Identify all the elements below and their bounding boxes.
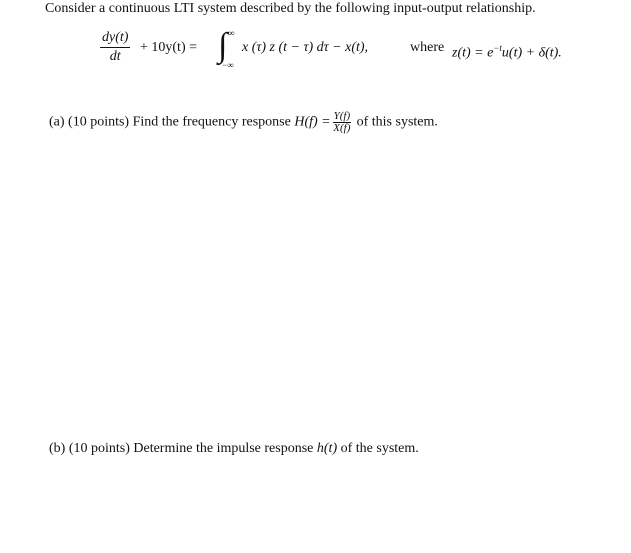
z-definition xyxy=(452,39,562,63)
integral-upper-limit: ∞ xyxy=(228,28,235,38)
problem-intro: Consider a continuous LTI system described by the following input-output relationship. xyxy=(45,1,536,16)
part-a-question xyxy=(49,111,438,134)
fraction-denominator: X(f) xyxy=(333,122,351,134)
integral-sign: ∫ xyxy=(218,27,228,64)
part-b-suffix: of the system. xyxy=(340,441,419,456)
part-a-suffix: of this system. xyxy=(356,114,438,130)
equation-lhs-rest: + 10y(t) = xyxy=(140,40,198,55)
part-b-question xyxy=(49,440,419,458)
fraction-numerator: Y(f) xyxy=(333,110,351,122)
part-a-prefix: (a) (10 points) Find the frequency response xyxy=(49,114,291,130)
derivative-denominator: dt xyxy=(109,49,121,64)
z-definition-start: z(t) = e xyxy=(452,45,494,61)
part-b-h-label: h(t) xyxy=(316,441,338,456)
integral-lower-limit: −∞ xyxy=(222,60,234,70)
derivative-numerator: dy(t) xyxy=(100,30,130,48)
integrand: x (τ) z (t − τ) dτ − x(t), xyxy=(242,40,369,55)
part-a-h-label: H(f) = xyxy=(294,114,331,130)
frequency-response-fraction xyxy=(333,111,352,134)
part-b-prefix: (b) (10 points) Determine the impulse response xyxy=(49,441,314,456)
where-word: where xyxy=(410,40,445,55)
z-definition-tail: u(t) + δ(t). xyxy=(501,45,562,61)
derivative-fraction xyxy=(100,30,130,65)
exponent: −t xyxy=(493,43,502,53)
